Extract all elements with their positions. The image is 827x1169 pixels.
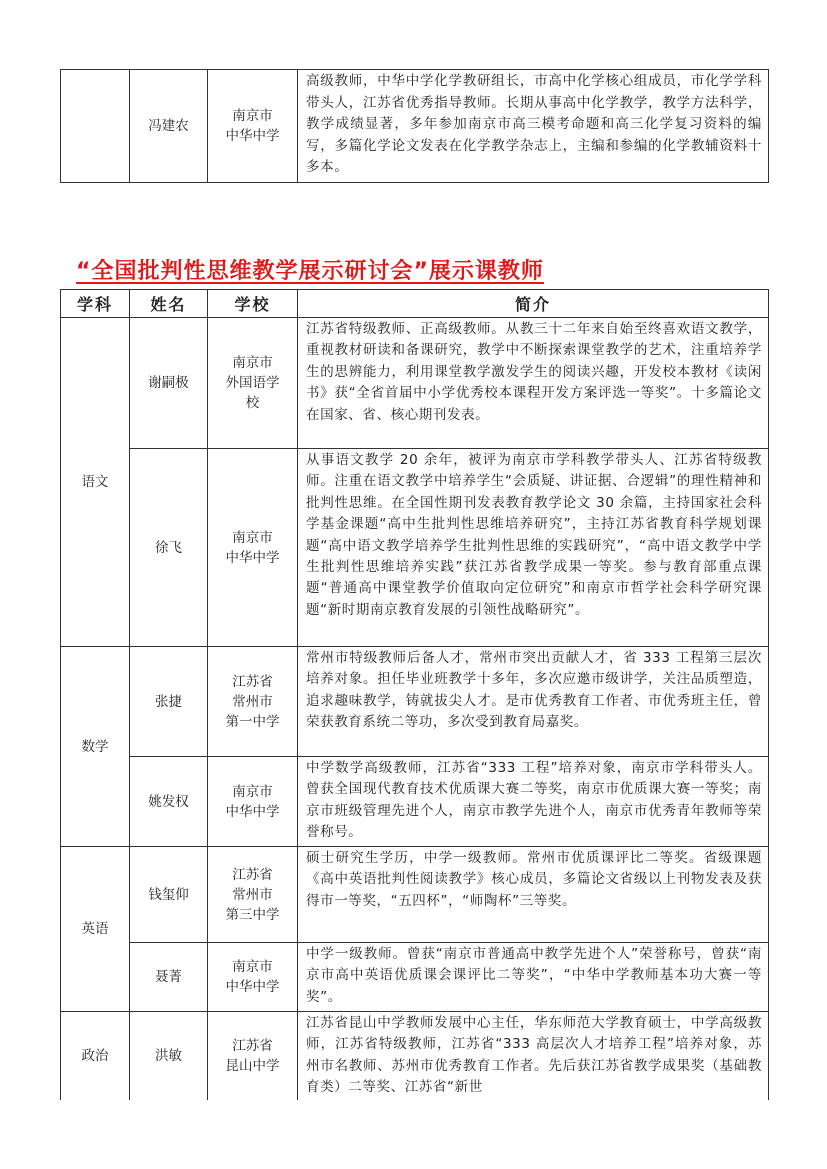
teacher-name: 冯建农 (130, 70, 208, 183)
teacher-name: 谢嗣极 (130, 318, 208, 449)
table-row (61, 943, 769, 1012)
table-row (61, 449, 769, 647)
subject-english: 英语 (61, 847, 130, 1012)
school-cell (208, 647, 298, 757)
school-cell (208, 449, 298, 647)
school-name: 江苏省 常州市 第一中学 (225, 673, 280, 730)
section-title: “全国批判性思维教学展示研讨会”展示课教师 (76, 259, 544, 284)
school-name: 南京市 中华中学 (225, 959, 280, 995)
teacher-name: 姚发权 (130, 757, 208, 847)
teacher-name: 钱玺仰 (130, 847, 208, 943)
school-cell (208, 943, 298, 1012)
teacher-intro: 中学数学高级教师，江苏省“333 工程”培养对象，南京市学科带头人。曾获全国现代教育技术优质课大赛二等奖，南京市优质课大赛一等奖；南京市班级管理先进个人，南京市教学先进个人，南京市优秀青年教师等荣誉称号。 (298, 757, 769, 847)
subject-math: 数学 (61, 647, 130, 847)
school-name: 南京市 外国语学 校 (225, 355, 280, 411)
school-cell (208, 757, 298, 847)
teacher-name: 洪敏 (130, 1012, 208, 1100)
table-row (61, 1012, 769, 1100)
school-name: 南京市 中华中学 (225, 108, 280, 144)
school-cell (208, 70, 298, 183)
table-row (61, 847, 769, 943)
school-cell (208, 847, 298, 943)
teacher-intro: 中学一级教师。曾获“南京市普通高中教学先进个人”荣誉称号，曾获“南京市高中英语优质课会课评比二等奖”，“中华中学教师基本功大赛一等奖”。 (298, 943, 769, 1012)
teacher-name: 张捷 (130, 647, 208, 757)
teachers-table (60, 289, 769, 1100)
table-row (61, 757, 769, 847)
header-subject: 学科 (61, 290, 130, 318)
subject-politics: 政治 (61, 1012, 130, 1100)
header-school: 学校 (208, 290, 298, 318)
school-name: 南京市 中华中学 (225, 529, 280, 566)
table-header-row (61, 290, 769, 318)
header-intro: 简介 (298, 290, 769, 318)
header-name: 姓名 (130, 290, 208, 318)
teacher-intro: 常州市特级教师后备人才，常州市突出贡献人才，省 333 工程第三层次培养对象。担任毕业班教学十多年，多次应邀市级讲学，关注品质塑造，追求趣味教学，铸就拔尖人才。是市优秀教育工作者、市优秀班主任，曾荣获教育系统二等功，多次受到教育局嘉奖。 (298, 647, 769, 757)
subject-cell (61, 70, 130, 183)
school-name: 江苏省 常州市 第三中学 (225, 866, 280, 923)
table-row (61, 70, 769, 183)
teacher-intro: 硕士研究生学历，中学一级教师。常州市优质课评比二等奖。省级课题《高中英语批判性阅读教学》核心成员，多篇论文省级以上刊物发表及获得市一等奖，“五四杯”，“师陶杯”三等奖。 (298, 847, 769, 943)
table-row (61, 318, 769, 449)
teacher-intro: 高级教师，中华中学化学教研组长，市高中化学核心组成员，市化学学科带头人，江苏省优秀指导教师。长期从事高中化学教学，教学方法科学，教学成绩显著，多年参加南京市高三模考命题和高三化学复习资料的编写，多篇化学论文发表在化学教学杂志上，主编和参编的化学教辅资料十多本。 (298, 70, 769, 183)
school-cell (208, 1012, 298, 1100)
teacher-intro: 从事语文教学 20 余年，被评为南京市学科教学带头人、江苏省特级教师。注重在语文教学中培养学生“会质疑、讲证据、合逻辑”的理性精神和批判性思维。在全国性期刊发表教育教学论文 30 余篇，主持国家社会科学基金课题“高中生批判性思维培养研究”，主持江苏省教育科学规划课题“高中语文教学培养学生批判性思维的实践研究”，“高中语文教学中学生批判性思维培养实践”获江苏省教学成果一等奖。参与教育部重点课题“普通高中课堂教学价值取向定位研究”和南京市哲学社会科学研究课题“新时期南京教育发展的引领性战略研究”。 (298, 449, 769, 647)
teacher-intro: 江苏省特级教师、正高级教师。从教三十二年来自始至终喜欢语文教学，重视教材研读和备课研究，教学中不断探索课堂教学的艺术，注重培养学生的思辨能力，利用课堂教学激发学生的阅读兴趣，开发校本教材《读闲书》获“全省首届中小学优秀校本课程开发方案评选一等奖”。十多篇论文在国家、省、核心期刊发表。 (298, 318, 769, 449)
teacher-name: 聂菁 (130, 943, 208, 1012)
school-name: 江苏省 昆山中学 (225, 1037, 280, 1074)
teacher-name: 徐飞 (130, 449, 208, 647)
teacher-intro: 江苏省昆山中学教师发展中心主任，华东师范大学教育硕士，中学高级教师，江苏省特级教师，江苏省“333 高层次人才培养工程”培养对象，苏州市名教师、苏州市优秀教育工作者。先后获江苏省教学成果奖（基础教育类）二等奖、江苏省“新世 (298, 1012, 769, 1100)
subject-chinese: 语文 (61, 318, 130, 647)
school-name: 南京市 中华中学 (225, 783, 280, 820)
school-cell (208, 318, 298, 449)
previous-section-table (60, 69, 769, 183)
table-row (61, 647, 769, 757)
